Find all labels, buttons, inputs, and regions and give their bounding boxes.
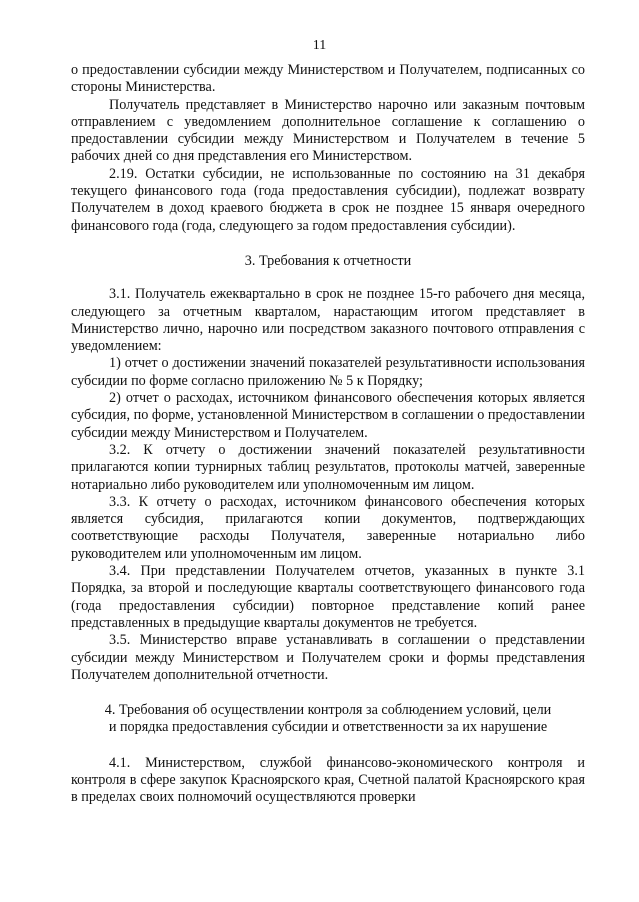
paragraph-3-1-item-1: 1) отчет о достижении значений показателей результативности использования субсидии по форме согласно приложению № 5 к Порядку;	[71, 355, 585, 389]
paragraph-3-2: 3.2. К отчету о достижении значений показателей результативности прилагаются копии турнирных таблиц результатов, протоколы матчей, заверенные нотариально либо руководителем или уполномоченным им лицом.	[71, 441, 585, 493]
spacer	[71, 684, 585, 702]
paragraph-3-4: 3.4. При представлении Получателем отчетов, указанных в пункте 3.1 Порядка, за второй и последующие кварталы соответствующего финансового года (года предоставления субсидии) повторное представление копий ранее представленных в предыдущие кварталы документов не требуется.	[71, 563, 585, 631]
paragraph-3-5: 3.5. Министерство вправе устанавливать в соглашении о представлении субсидии между Министерством и Получателем сроки и формы представления Получателем дополнительной отчетности.	[71, 632, 585, 683]
spacer	[71, 235, 585, 253]
paragraph-3-1: 3.1. Получатель ежеквартально в срок не позднее 15-го рабочего дня месяца, следующего за отчетным кварталом, нарастающим итогом представляет в Министерство лично, нарочно или посредством заказного почтового отправления с уведомлением:	[71, 286, 585, 355]
paragraph-4-1: 4.1. Министерством, службой финансово-экономического контроля и контроля в сфере закупок Красноярского края, Счетной палатой Красноярского края в пределах своих полномочий осуществляются проверки	[71, 754, 585, 806]
paragraph-3-3: 3.3. К отчету о расходах, источником финансового обеспечения которых является субсидия, прилагаются копии документов, подтверждающих соответствующие расходы Получателя, заверенные нотариально либо руководителем или уполномоченным им лицом.	[71, 493, 585, 562]
document-body	[71, 62, 585, 807]
section-4-heading-line-1: 4. Требования об осуществлении контроля за соблюдением условий, цели	[104, 702, 552, 719]
paragraph-3-1-item-2: 2) отчет о расходах, источником финансового обеспечения которых является субсидия, по форме, установленной Министерством в соглашении о предоставлении субсидии между Министерством и Получателем.	[71, 390, 585, 441]
paragraph-continuation: о предоставлении субсидии между Министерством и Получателем, подписанных со стороны Министерства.	[71, 62, 585, 96]
page-number: 11	[312, 38, 327, 53]
section-4-heading-line-2: и порядка предоставления субсидии и ответственности за их нарушение	[108, 719, 548, 736]
section-3-heading: 3. Требования к отчетности	[244, 252, 412, 269]
paragraph-2-19: 2.19. Остатки субсидии, не использованные по состоянию на 31 декабря текущего финансового года (года предоставления субсидии), подлежат возврату Получателем в доход краевого бюджета в срок не позднее 15 января очередного финансового года (года, следующего за годом предоставления субсидии).	[71, 165, 585, 234]
paragraph-recipient-submission: Получатель представляет в Министерство нарочно или заказным почтовым отправлением с уведомлением дополнительное соглашение к соглашению о предоставлении субсидии между Министерством и Получателем в течение 5 рабочих дней со дня представления его Министерством.	[71, 96, 585, 165]
spacer	[71, 270, 585, 286]
spacer	[71, 737, 585, 755]
